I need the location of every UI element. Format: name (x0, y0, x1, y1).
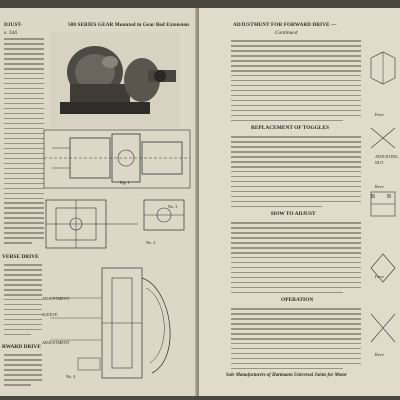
fig2-caption: No. 2 (146, 240, 156, 245)
forward-toggle-diagram (367, 48, 399, 108)
gear-photo (50, 32, 180, 128)
reverse-drive-heading: VERSE DRIVE (2, 254, 39, 260)
forward-drive-text (4, 354, 42, 389)
left-page-header-fragment: DJUST- (4, 22, 23, 28)
forward-drive-heading: RWARD DRIVE (2, 344, 41, 350)
how-to-adjust-heading: HOW TO ADJUST (271, 211, 316, 217)
side-label-adjusting: ADJUSTING (375, 154, 399, 159)
side-label-reve-1: Reve (375, 184, 384, 189)
side-label-nut: NUT (375, 160, 384, 165)
fig3-caption: No. 3 (168, 204, 178, 209)
fig2-drawing (42, 194, 142, 256)
left-page-subheader-fragment: s. 344 (4, 30, 17, 36)
side-label-forw-2: Forw (375, 274, 384, 279)
reverse-drive-text (4, 264, 42, 339)
reverse-toggle-diagram (367, 118, 399, 178)
operation-text (231, 308, 361, 373)
page-footer: Sole Manufacturers of Hartmann Universal Joints for Motor (226, 373, 347, 378)
side-label-b-1: B (371, 194, 376, 200)
forward-toggle-diagram-2 (367, 248, 399, 288)
fig1-caption: Fig. 1 (120, 180, 130, 185)
forward-drive-continued-text (231, 40, 361, 125)
replacement-of-toggles-text (231, 136, 361, 211)
right-page-continued: Continued (275, 30, 298, 36)
fig1-drawing (42, 128, 192, 190)
side-label-reve-2: Reve (375, 352, 384, 357)
operation-heading: OPERATION (281, 297, 314, 303)
fig4-caption: No. 4 (66, 374, 76, 379)
fig3-drawing (140, 194, 195, 240)
left-column-text-upper (4, 38, 44, 247)
fig4-drawing (42, 258, 194, 388)
reverse-toggle-diagram-2 (367, 308, 399, 348)
left-page (0, 8, 198, 396)
left-page-title: 500 SERIES GEAR Mounted in Gear Bed Extension (68, 22, 189, 28)
fig4-label-adjustment-2: ADJUSTMENT (42, 340, 70, 345)
how-to-adjust-text (231, 222, 361, 297)
fig4-label-sleeve: SLEEVE (42, 312, 58, 317)
right-page (199, 8, 400, 396)
right-page-title: ADJUSTMENT FOR FORWARD DRIVE — (233, 22, 337, 28)
fig4-label-adjustment: ADJUSTMENT (42, 296, 70, 301)
side-label-b-2: B (387, 194, 392, 200)
side-label-forw-1: Forw (375, 112, 384, 117)
replacement-of-toggles-heading: REPLACEMENT OF TOGGLES (251, 125, 329, 131)
